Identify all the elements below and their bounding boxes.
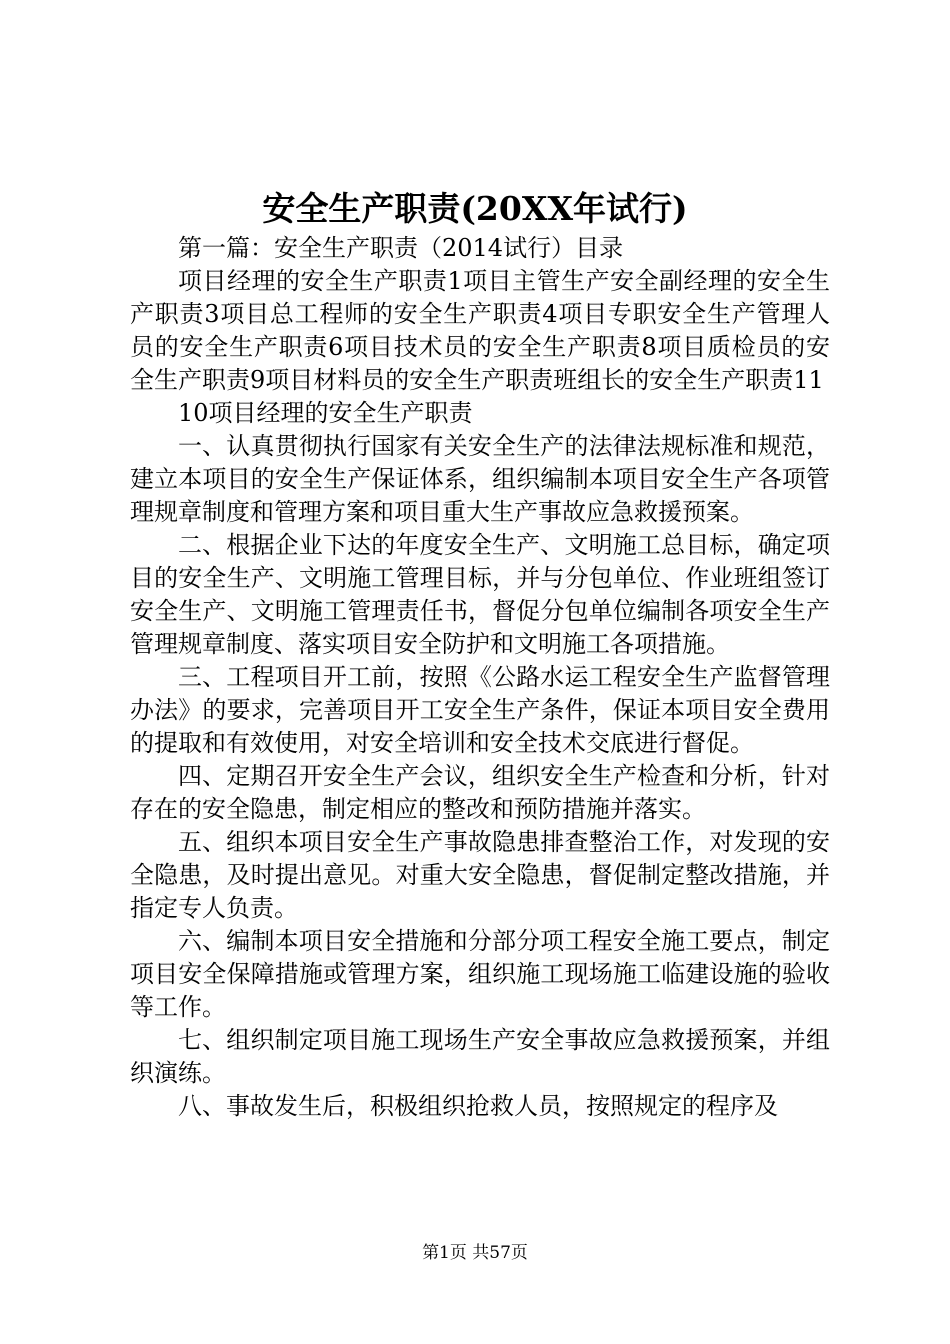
paragraph-item-1: 一、认真贯彻执行国家有关安全生产的法律法规标准和规范，建立本项目的安全生产保证体系，组织编制本项目安全生产各项管理规章制度和管理方案和项目重大生产事故应急救援预案。 (130, 432, 830, 526)
paragraph-subheading: 10项目经理的安全生产职责 (178, 399, 473, 427)
paragraph-item-3: 三、工程项目开工前，按照《公路水运工程安全生产监督管理办法》的要求，完善项目开工安全生产条件，保证本项目安全费用的提取和有效使用，对安全培训和安全技术交底进行督促。 (130, 663, 830, 757)
document-title: 安全生产职责(20XX年试行) (262, 189, 688, 228)
paragraph-item-6: 六、编制本项目安全措施和分部分项工程安全施工要点，制定项目安全保障措施或管理方案，组织施工现场施工临建设施的验收等工作。 (130, 927, 830, 1021)
paragraph-item-7: 七、组织制定项目施工现场生产安全事故应急救援预案，并组织演练。 (130, 1026, 830, 1087)
paragraph-item-5: 五、组织本项目安全生产事故隐患排查整治工作，对发现的安全隐患，及时提出意见。对重大安全隐患，督促制定整改措施，并指定专人负责。 (130, 828, 830, 922)
paragraph-item-4: 四、定期召开安全生产会议，组织安全生产检查和分析，针对存在的安全隐患，制定相应的整改和预防措施并落实。 (130, 762, 830, 823)
paragraph-item-8: 八、事故发生后，积极组织抢救人员，按照规定的程序及 (178, 1092, 778, 1120)
page-footer: 第1页 共57页 (422, 1243, 528, 1263)
paragraph-section-heading: 第一篇：安全生产职责（2014试行）目录 (178, 234, 624, 262)
document-body (130, 232, 830, 1123)
paragraph-item-2: 二、根据企业下达的年度安全生产、文明施工总目标，确定项目的安全生产、文明施工管理目标，并与分包单位、作业班组签订安全生产、文明施工管理责任书，督促分包单位编制各项安全生产管理规章制度、落实项目安全防护和文明施工各项措施。 (130, 531, 830, 658)
paragraph-contents-list: 项目经理的安全生产职责1项目主管生产安全副经理的安全生产职责3项目总工程师的安全生产职责4项目专职安全生产管理人员的安全生产职责6项目技术员的安全生产职责8项目质检员的安全生产职责9项目材料员的安全生产职责班组长的安全生产职责11 (130, 267, 830, 394)
